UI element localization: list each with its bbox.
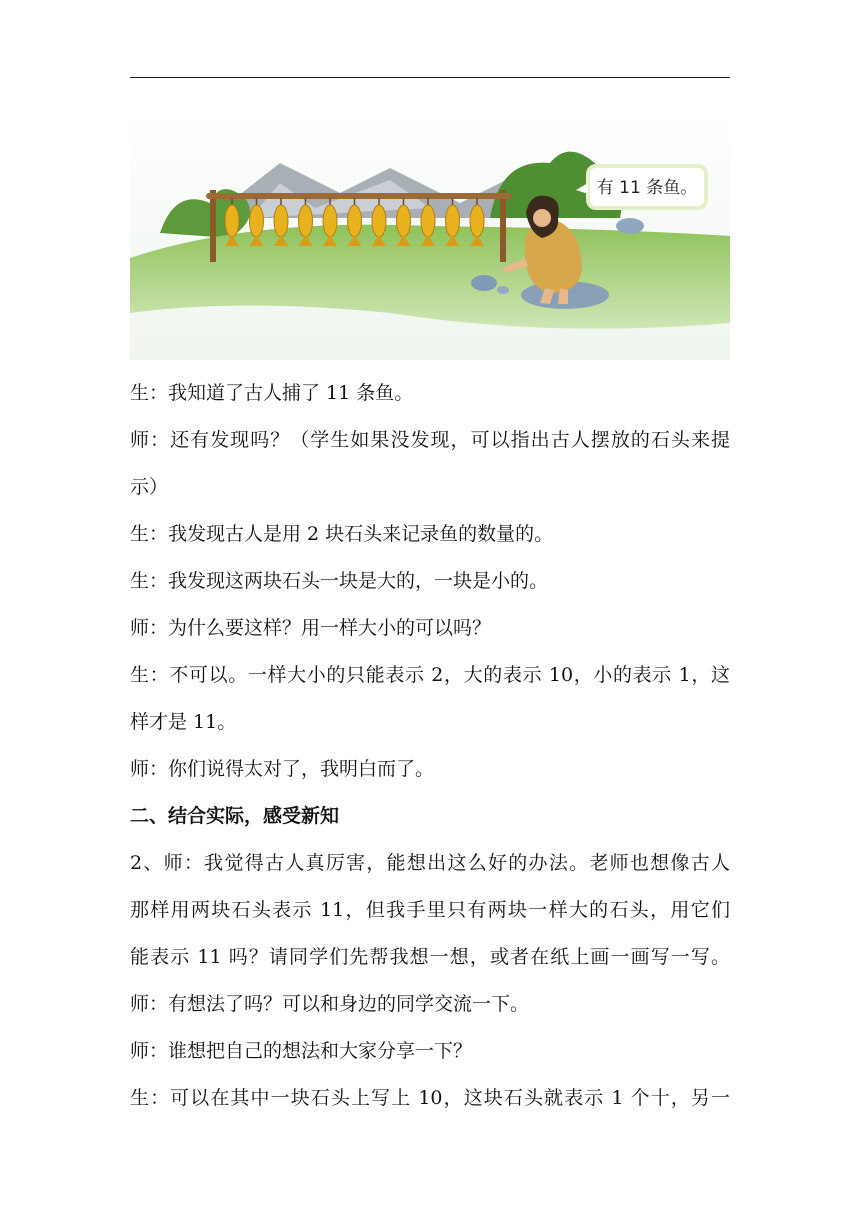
paragraph-line: 生：我发现这两块石头一块是大的，一块是小的。	[130, 570, 549, 592]
paragraph-line: 生：我发现古人是用 2 块石头来记录鱼的数量的。	[130, 523, 554, 545]
speech-text: 有 11 条鱼。	[596, 178, 698, 198]
header-rule	[130, 77, 730, 78]
paragraph-line: 能表示 11 吗？请同学们先帮我想一想，或者在纸上画一画写一写。	[130, 946, 730, 968]
paragraph-line: 那样用两块石头表示 11，但我手里只有两块一样大的石头，用它们	[130, 899, 730, 921]
illustration-caveman-fish	[130, 108, 730, 360]
paragraph-line: 师：你们说得太对了，我明白而了。	[130, 758, 435, 780]
big-stone	[471, 275, 497, 291]
paragraph-line: 示）	[130, 476, 169, 498]
paragraph-line: 2、师：我觉得古人真厉害，能想出这么好的办法。老师也想像古人	[130, 852, 730, 874]
paragraph-line: 样才是 11。	[130, 711, 237, 733]
lesson-text	[130, 370, 730, 1122]
paragraph-line: 师：有想法了吗？可以和身边的同学交流一下。	[130, 993, 530, 1015]
paragraph-line: 生：可以在其中一块石头上写上 10，这块石头就表示 1 个十，另一	[130, 1087, 730, 1109]
paragraph-line: 生：我知道了古人捕了 11 条鱼。	[130, 382, 414, 404]
speech-bubble	[576, 166, 706, 208]
paragraph-line: 师：还有发现吗？（学生如果没发现，可以指出古人摆放的石头来提	[130, 429, 730, 451]
paragraph-line: 师：谁想把自己的想法和大家分享一下？	[130, 1040, 473, 1062]
paragraph-line: 师：为什么要这样？用一样大小的可以吗？	[130, 617, 492, 639]
illustration-svg	[130, 108, 730, 360]
small-stone	[497, 286, 509, 294]
section-heading: 二、结合实际，感受新知	[130, 805, 340, 827]
paragraph-line: 生：不可以。一样大小的只能表示 2，大的表示 10，小的表示 1，这	[130, 664, 730, 686]
